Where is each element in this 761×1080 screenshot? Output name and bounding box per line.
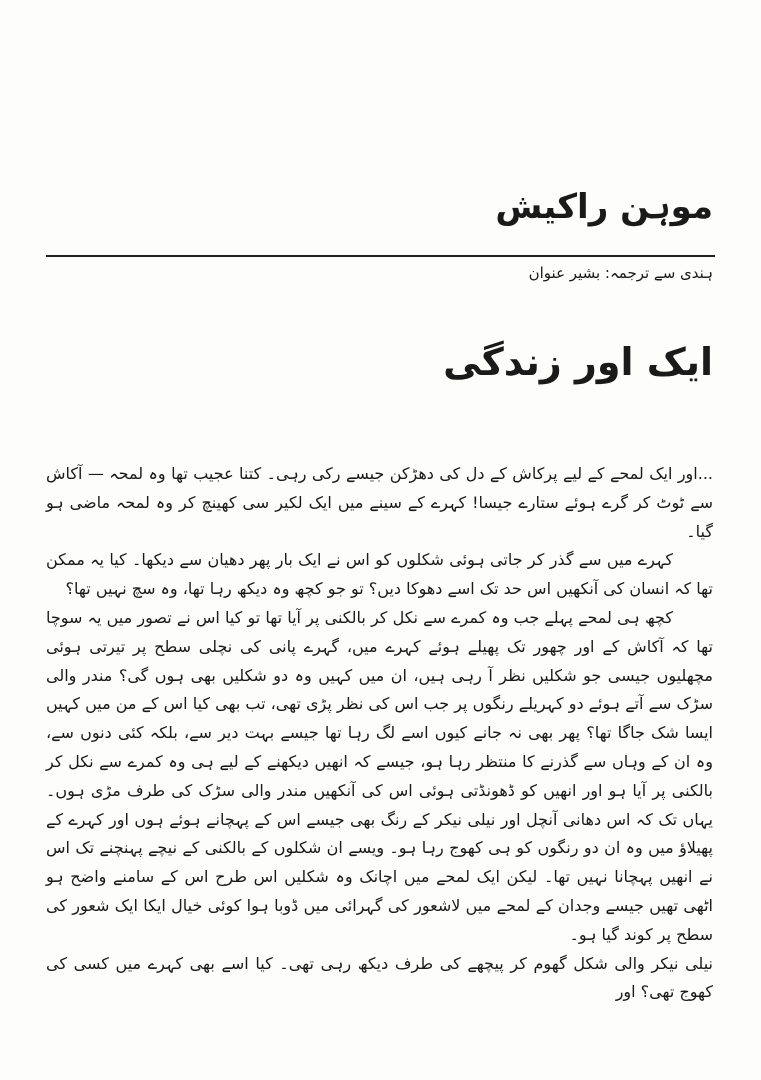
paragraph: کچھ ہی لمحے پہلے جب وہ کمرے سے نکل کر بالکنی پر آیا تھا تو کیا اس نے تصور میں یہ سوچا تھا کہ آکاش کے اور چھور تک پھیلے ہوئے کہرے میں، گہرے پانی کی نچلی سطح پر تیرتی ہوئی مچھلیوں جیسی جو شکلیں نظر آ رہی ہیں، ان میں کہیں وہ دو شکلیں بھی ہوں گی؟ مندر والی سڑک سے آتے ہوئے دو کہریلے رنگوں پر جب اس کی نظر پڑی تھی، تب بھی کیا اس کے من میں کہیں ایسا شک جاگا تھا؟ پھر بھی نہ جانے کیوں اسے لگ رہا تھا جیسے بہت دیر سے، بلکہ کئی دنوں سے، وہ ان کے وہاں سے گذرنے کا منتظر رہا ہو، جیسے کہ انھیں دیکھنے کے لیے ہی وہ کمرے سے نکل کر بالکنی پر آیا ہو اور انھیں کو ڈھونڈتی ہوئی اس کی آنکھیں مندر والی سڑک کی طرف مڑی ہوں۔ یہاں تک کہ اس دھانی آنچل اور نیلی نیکر کے رنگ بھی جیسے اس کے پہچانے ہوئے ہوں اور کہرے کے پھیلاؤ میں وہ ان دو رنگوں کو ہی کھوج رہا ہو۔ ویسے ان شکلوں کے بالکنی کے نیچے پہنچنے تک اس نے انھیں پہچانا نہیں تھا۔ لیکن ایک لمحے میں اچانک وہ شکلیں اس طرح اس کے سامنے واضح ہو اٹھی تھیں جیسے وجدان کے لمحے میں لاشعور کی گہرائی میں ڈوبا ہوا کوئی خیال ایکا ایک شعور کی سطح پر کوند گیا ہو۔ [45, 607, 713, 944]
story-body [46, 460, 713, 1007]
paragraph: کہرے میں سے گذر کر جاتی ہوئی شکلوں کو اس نے ایک بار پھر دھیان سے دیکھا۔ کیا یہ ممکن تھا کہ انسان کی آنکھیں اس حد تک اسے دھوکا دیں؟ تو جو کچھ وہ دیکھ رہا تھا، وہ سچ نہیں تھا؟ [46, 550, 713, 599]
story-title: ایک اور زندگی [443, 340, 713, 384]
translator-credit: ہندی سے ترجمہ: بشیر عنوان [528, 264, 713, 282]
divider-line [46, 255, 715, 257]
paragraph: نیلی نیکر والی شکل گھوم کر پیچھے کی طرف دیکھ رہی تھی۔ کیا اسے بھی کہرے میں کسی کی کھوج تھی؟ اور [46, 953, 713, 1002]
paragraph: ...اور ایک لمحے کے لیے پرکاش کے دل کی دھڑکن جیسے رکی رہی۔ کتنا عجیب تھا وہ لمحہ — آکاش سے ٹوٹ کر گرے ہوئے ستارے جیسا! کہرے کے سینے میں ایک لکیر سی کھینچ کر وہ لمحہ ماضی ہو گیا۔ [46, 464, 713, 541]
author-name: موہن راکیش [495, 187, 713, 227]
